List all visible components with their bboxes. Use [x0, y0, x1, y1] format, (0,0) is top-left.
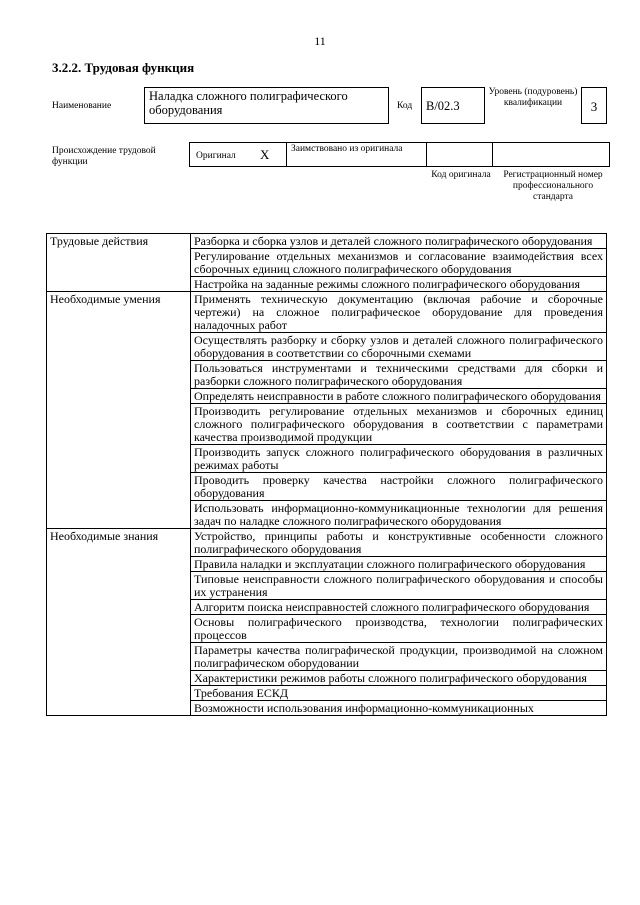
list-item: Применять техническую документацию (включая рабочие и сборочные чертежи) на сложное полиграфическое оборудование для проведения наладочных работ [191, 292, 607, 333]
origin-divider [426, 143, 427, 166]
category-required-skills: Необходимые умения [47, 292, 191, 529]
list-item: Типовые неисправности сложного полиграфического оборудования и способы их устранения [191, 572, 607, 600]
origin-box [189, 142, 610, 167]
qualification-level-value: 3 [581, 87, 607, 124]
origin-label: Происхождение трудовой функции [52, 146, 156, 167]
list-item: Алгоритм поиска неисправностей сложного полиграфического оборудования [191, 600, 607, 615]
list-item: Настройка на заданные режимы сложного полиграфического оборудования [191, 277, 607, 292]
qualification-level-label: Уровень (подуровень) квалификации [488, 87, 578, 108]
list-item: Регулирование отдельных механизмов и согласование взаимодействия всех сборочных единиц сложного полиграфического оборудования [191, 249, 607, 277]
table-row [47, 234, 607, 249]
code-label: Код [397, 101, 413, 111]
list-item: Определять неисправности в работе сложного полиграфического оборудования [191, 389, 607, 404]
table-row [47, 292, 607, 333]
list-item: Возможности использования информационно-коммуникационных [191, 701, 607, 716]
table-row [47, 529, 607, 557]
code-original-label: Код оригинала [431, 170, 491, 180]
borrowed-label: Заимствовано из оригинала [291, 144, 403, 154]
category-required-knowledge: Необходимые знания [47, 529, 191, 716]
function-code-value: B/02.3 [421, 87, 485, 124]
list-item: Разборка и сборка узлов и деталей сложного полиграфического оборудования [191, 234, 607, 249]
list-item: Проводить проверку качества настройки сложного полиграфического оборудования [191, 473, 607, 501]
list-item: Устройство, принципы работы и конструктивные особенности сложного полиграфического оборудования [191, 529, 607, 557]
function-name-value: Наладка сложного полиграфического оборудования [144, 87, 389, 124]
original-label: Оригинал [196, 151, 236, 161]
category-labor-actions: Трудовые действия [47, 234, 191, 292]
section-title: 3.2.2. Трудовая функция [52, 60, 195, 75]
original-mark: X [260, 147, 270, 162]
list-item: Использовать информационно-коммуникационные технологии для решения задач по наладке сложного полиграфического оборудования [191, 501, 607, 529]
registration-number-label: Регистрационный номер профессионального стандарта [503, 170, 603, 202]
list-item: Производить запуск сложного полиграфического оборудования в различных режимах работы [191, 445, 607, 473]
list-item: Пользоваться инструментами и техническими средствами для сборки и разборки сложного полиграфического оборудования [191, 361, 607, 389]
name-label: Наименование [52, 101, 112, 111]
labor-function-table [46, 233, 607, 716]
origin-divider [286, 143, 287, 166]
list-item: Параметры качества полиграфической продукции, производимой на сложном полиграфическом оборудовании [191, 643, 607, 671]
list-item: Основы полиграфического производства, технологии полиграфических процессов [191, 615, 607, 643]
list-item: Производить регулирование отдельных механизмов и сборочных единиц сложного полиграфического оборудования в соответствии с параметрами качества производимой продукции [191, 404, 607, 445]
page-number: 11 [314, 34, 326, 48]
list-item: Требования ЕСКД [191, 686, 607, 701]
list-item: Осуществлять разборку и сборку узлов и деталей сложного полиграфического оборудования в соответствии со сборочными схемами [191, 333, 607, 361]
list-item: Характеристики режимов работы сложного полиграфического оборудования [191, 671, 607, 686]
origin-divider [492, 143, 493, 166]
list-item: Правила наладки и эксплуатации сложного полиграфического оборудования [191, 557, 607, 572]
